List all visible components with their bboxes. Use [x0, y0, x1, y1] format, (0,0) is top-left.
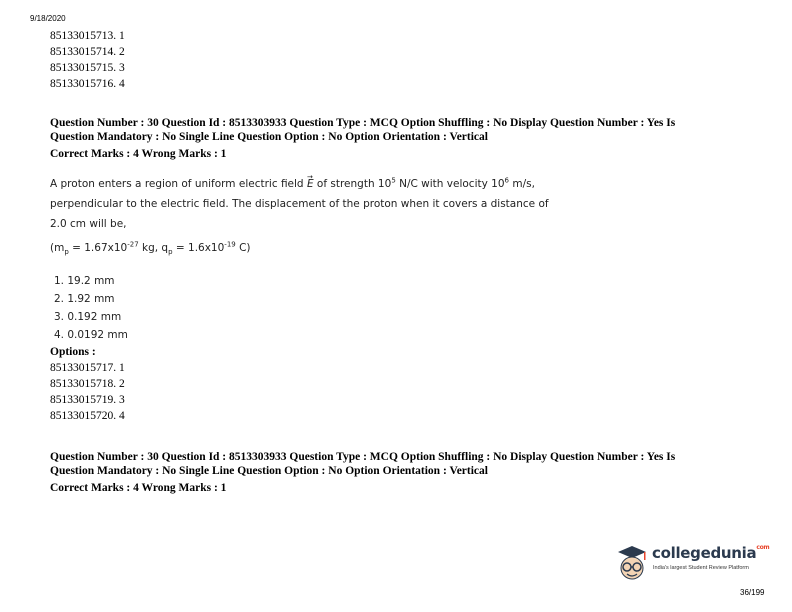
answer-option: 2. 1.92 mm	[54, 293, 115, 305]
option-id: 85133015720. 4	[50, 410, 125, 422]
question-text	[50, 174, 570, 234]
print-date: 9/18/2020	[30, 14, 66, 23]
question-line-1: A proton enters a region of uniform electric field → E of strength $10^5$ N/C with velocity $10^6$ m/s,	[50, 174, 570, 194]
question-marks: Correct Marks : 4 Wrong Marks : 1	[50, 482, 227, 494]
option-id: 85133015719. 3	[50, 394, 125, 406]
electric-field-vector: → E	[307, 174, 314, 194]
option-id: 85133015715. 3	[50, 62, 125, 74]
question-line-3: 2.0 cm will be,	[50, 218, 127, 230]
question-meta-line: Question Mandatory : No Single Line Question Option : No Option Orientation : Vertical	[50, 465, 488, 477]
previous-option-ids	[50, 28, 125, 92]
option-id: 85133015716. 4	[50, 78, 125, 90]
question-meta-line: Question Number : 30 Question Id : 8513303933 Question Type : MCQ Option Shuffling : No Display Question Number : Yes Is	[50, 117, 676, 129]
logo-tagline: India's largest Student Review Platform	[653, 565, 749, 571]
option-id: 85133015713. 1	[50, 30, 125, 42]
options-label: Options :	[50, 346, 96, 358]
page-number: 36/199	[740, 588, 765, 597]
answer-option: 4. 0.0192 mm	[54, 329, 128, 341]
question-line-2: perpendicular to the electric field. The displacement of the proton when it covers a distance of	[50, 198, 549, 210]
option-id: 85133015717. 1	[50, 362, 125, 374]
question-meta-line: Question Mandatory : No Single Line Question Option : No Option Orientation : Vertical	[50, 131, 488, 143]
question-meta-line: Question Number : 30 Question Id : 8513303933 Question Type : MCQ Option Shuffling : No Display Question Number : Yes Is	[50, 451, 676, 463]
logo-mascot-icon	[614, 544, 650, 584]
option-id: 85133015718. 2	[50, 378, 125, 390]
question-constants: ($m_p = 1.67x10^{-27}$ kg, $q_p = 1.6x10^{-19}$ C)	[50, 240, 251, 257]
option-ids-block	[50, 344, 125, 424]
answer-option: 3. 0.192 mm	[54, 311, 122, 323]
question-marks: Correct Marks : 4 Wrong Marks : 1	[50, 148, 227, 160]
question-meta	[50, 450, 750, 495]
question-meta	[50, 116, 750, 161]
answer-options	[54, 272, 128, 344]
option-id: 85133015714. 2	[50, 46, 125, 58]
answer-option: 1. 19.2 mm	[54, 275, 115, 287]
logo-wordmark: collegedunia$^{com}$	[652, 544, 770, 562]
